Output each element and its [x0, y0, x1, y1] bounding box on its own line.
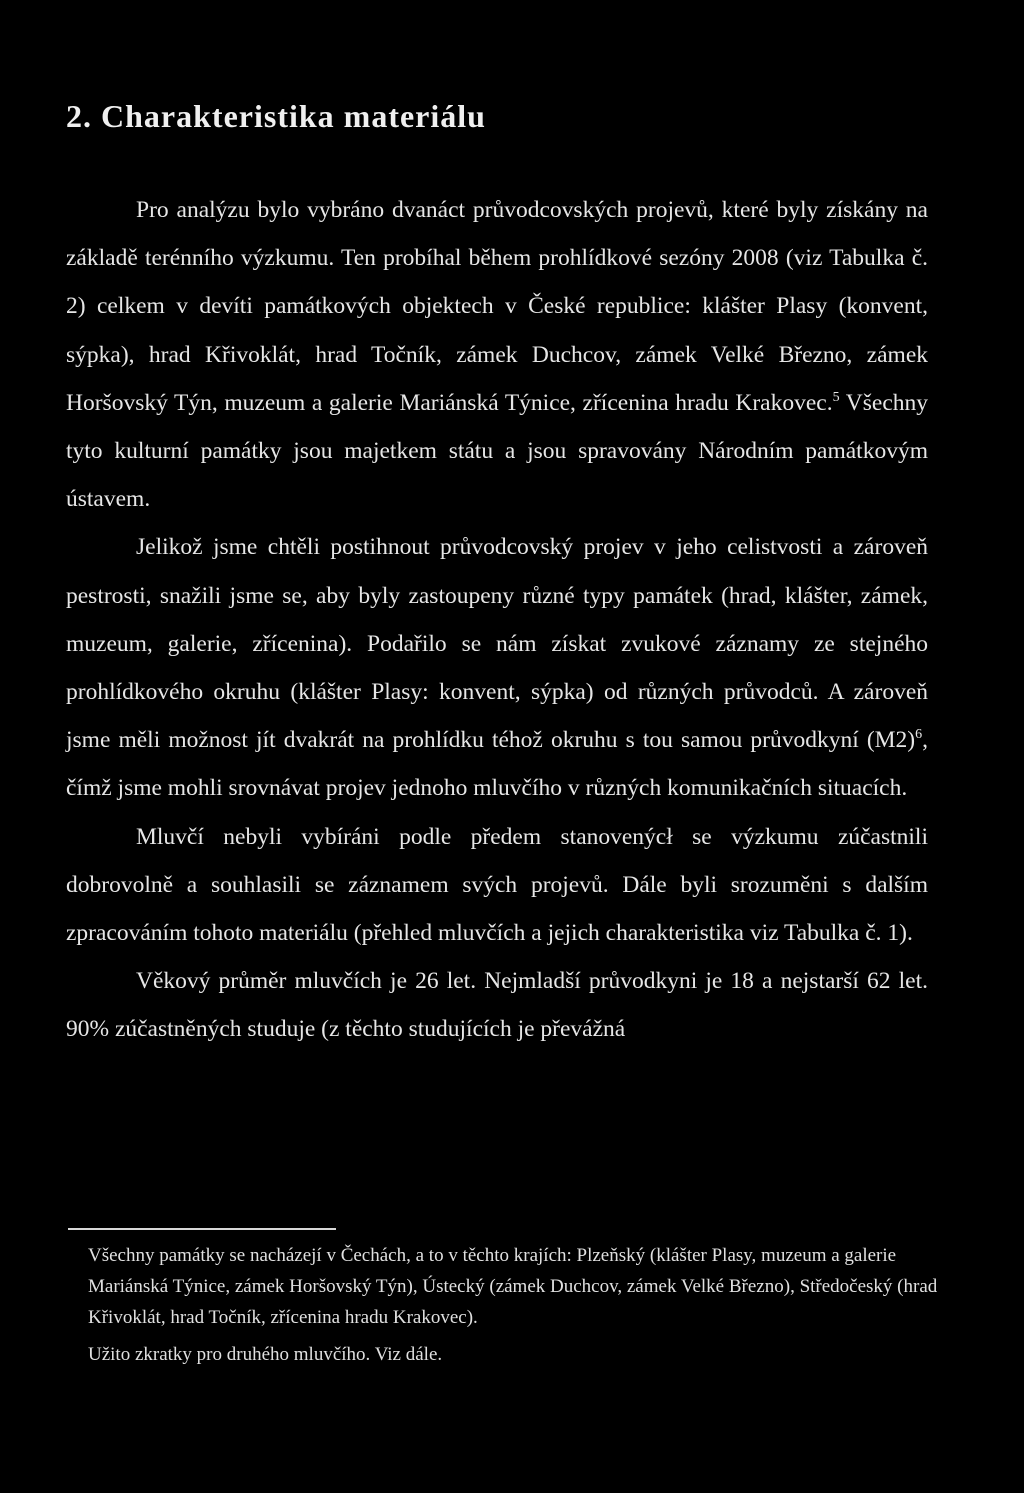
footnotes [88, 1240, 938, 1370]
footnote-6: Užito zkratky pro druhého mluvčího. Viz dále. [88, 1344, 443, 1365]
section-heading: 2. Charakteristika materiálu [66, 98, 486, 134]
paragraph-1-text: Pro analýzu bylo vybráno dvanáct průvodcovských projevů, které byly získány na základě terénního výzkumu. Ten probíhal během prohlídkové sezóny 2008 (viz Tabulka č. 2) celkem v devíti památkových objektech v České republice: klášter Plasy (konvent, sýpka), hrad Křivoklát, hrad Točník, zámek Duchcov, zámek Velké Březno, zámek Horšovský Týn, muzeum a galerie Mariánská Týnice, zřícenina hradu Krakovec. [66, 197, 928, 416]
footnote-divider [68, 1228, 336, 1230]
body-text [66, 186, 928, 1054]
paragraph-2 [66, 523, 928, 812]
paragraph-3: Mluvčí nebyli vybíráni podle předem stanovenýcł se výzkumu zúčastnili dobrovolně a souhlasili se záznamem svých projevů. Dále byli srozuměni s dalším zpracováním tohoto materiálu (přehled mluvčích a jejich charakteristika viz Tabulka č. 1). [66, 823, 928, 947]
footnote-5: Všechny památky se nacházejí v Čechách, a to v těchto krajích: Plzeňský (klášter Plasy, muzeum a galerie Mariánská Týnice, zámek Horšovský Týn), Ústecký (zámek Duchcov, zámek Velké Březno), Středočeský (hrad Křivoklát, hrad Točník, zřícenina hradu Krakovec). [88, 1245, 938, 1328]
paragraph-2-text-cont: , čímž jsme mohli srovnávat projev jednoho mluvčího v různých komunikačních situacích. [66, 727, 928, 802]
paragraph-1 [66, 186, 928, 523]
paragraph-2-text: Jelikož jsme chtěli postihnout průvodcovský projev v jeho celistvosti a zároveň pestrosti, snažili jsme se, aby byly zastoupeny různé typy památek (hrad, klášter, zámek, muzeum, galerie, zřícenina). Podařilo se nám získat zvukové záznamy ze stejného prohlídkového okruhu (klášter Plasy: konvent, sýpka) od různých průvodců. A zároveň jsme měli možnost jít dvakrát na prohlídku téhož okruhu s tou samou průvodkyní (M2) [66, 534, 928, 754]
footnote-ref-6: 6 [915, 727, 923, 743]
footnote-ref-5: 5 [832, 389, 840, 405]
paragraph-4: Věkový průměr mluvčích je 26 let. Nejmladší průvodkyni je 18 a nejstarší 62 let. 90% zúčastněných studuje (z těchto studujících je převážná [66, 968, 928, 1043]
paragraph-1-text-cont: Všechny tyto kulturní památky jsou majetkem státu a jsou spravovány Národním památkovým ústavem. [66, 389, 929, 513]
